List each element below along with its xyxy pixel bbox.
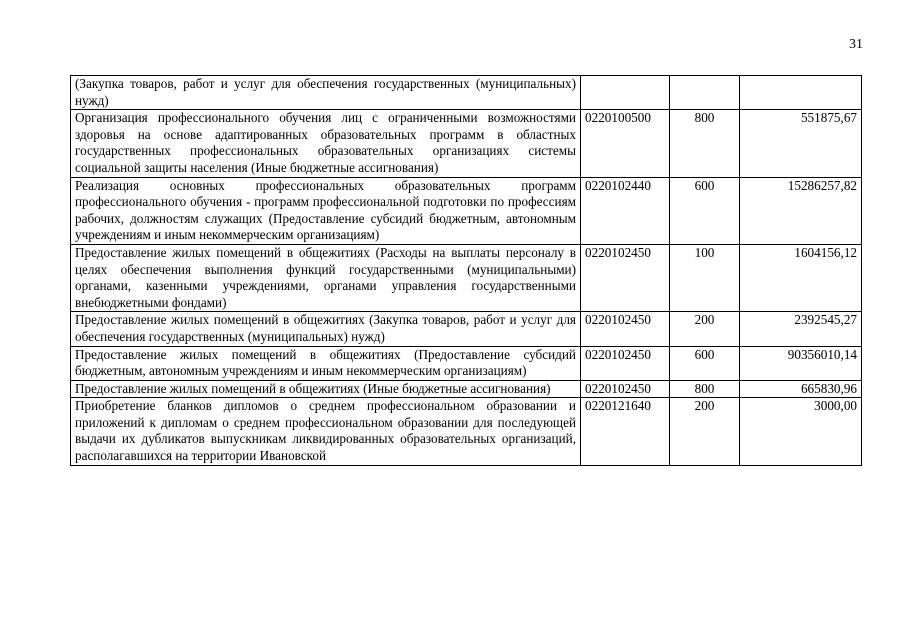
budget-table-body <box>71 76 862 466</box>
row-expense-type: 800 <box>670 110 740 177</box>
row-expense-type: 100 <box>670 244 740 311</box>
row-expense-type: 200 <box>670 398 740 465</box>
table-row <box>71 110 862 177</box>
row-target-code: 0220102450 <box>581 380 670 398</box>
row-target-code: 0220102450 <box>581 312 670 346</box>
budget-table <box>70 75 862 466</box>
table-row <box>71 177 862 244</box>
row-target-code: 0220102440 <box>581 177 670 244</box>
row-amount: 551875,67 <box>740 110 862 177</box>
row-amount: 90356010,14 <box>740 346 862 380</box>
row-amount <box>740 76 862 110</box>
row-description: Предоставление жилых помещений в общежитиях (Закупка товаров, работ и услуг для обеспечения государственных (муниципальных) нужд) <box>71 312 581 346</box>
table-row <box>71 380 862 398</box>
row-target-code <box>581 76 670 110</box>
table-row <box>71 398 862 465</box>
row-amount: 1604156,12 <box>740 244 862 311</box>
row-amount: 665830,96 <box>740 380 862 398</box>
row-expense-type: 800 <box>670 380 740 398</box>
row-target-code: 0220102450 <box>581 346 670 380</box>
row-amount: 3000,00 <box>740 398 862 465</box>
row-description: Приобретение бланков дипломов о среднем профессиональном образовании и приложений к дипломам о среднем профессиональном образовании для последующей выдачи их дубликатов выпускникам ликвидированных образовательных организаций, располагавшихся на территории Ивановской <box>71 398 581 465</box>
row-description: Предоставление жилых помещений в общежитиях (Предоставление субсидий бюджетным, автономным учреждениям и иным некоммерческим организациям) <box>71 346 581 380</box>
row-amount: 15286257,82 <box>740 177 862 244</box>
row-amount: 2392545,27 <box>740 312 862 346</box>
row-description: Предоставление жилых помещений в общежитиях (Иные бюджетные ассигнования) <box>71 380 581 398</box>
page-number: 31 <box>849 37 863 52</box>
row-target-code: 0220100500 <box>581 110 670 177</box>
row-description: (Закупка товаров, работ и услуг для обеспечения государственных (муниципальных) нужд) <box>71 76 581 110</box>
table-row <box>71 76 862 110</box>
row-description: Предоставление жилых помещений в общежитиях (Расходы на выплаты персоналу в целях обеспечения выполнения функций государственными (муниципальными) органами, казенными учреждениями, органами управления государственными внебюджетными фондами) <box>71 244 581 311</box>
row-description: Реализация основных профессиональных образовательных программ профессионального обучения - программ профессиональной подготовки по профессиям рабочих, должностям служащих (Предоставление субсидий бюджетным, автономным учреждениям и иным некоммерческим организациям) <box>71 177 581 244</box>
row-target-code: 0220121640 <box>581 398 670 465</box>
table-row <box>71 346 862 380</box>
row-expense-type: 600 <box>670 177 740 244</box>
row-description: Организация профессионального обучения лиц с ограниченными возможностями здоровья на основе адаптированных образовательных программ в областных государственных профессиональных образовательных организациях системы социальной защиты населения (Иные бюджетные ассигнования) <box>71 110 581 177</box>
table-row <box>71 312 862 346</box>
table-row <box>71 244 862 311</box>
row-expense-type: 200 <box>670 312 740 346</box>
row-expense-type <box>670 76 740 110</box>
row-target-code: 0220102450 <box>581 244 670 311</box>
row-expense-type: 600 <box>670 346 740 380</box>
